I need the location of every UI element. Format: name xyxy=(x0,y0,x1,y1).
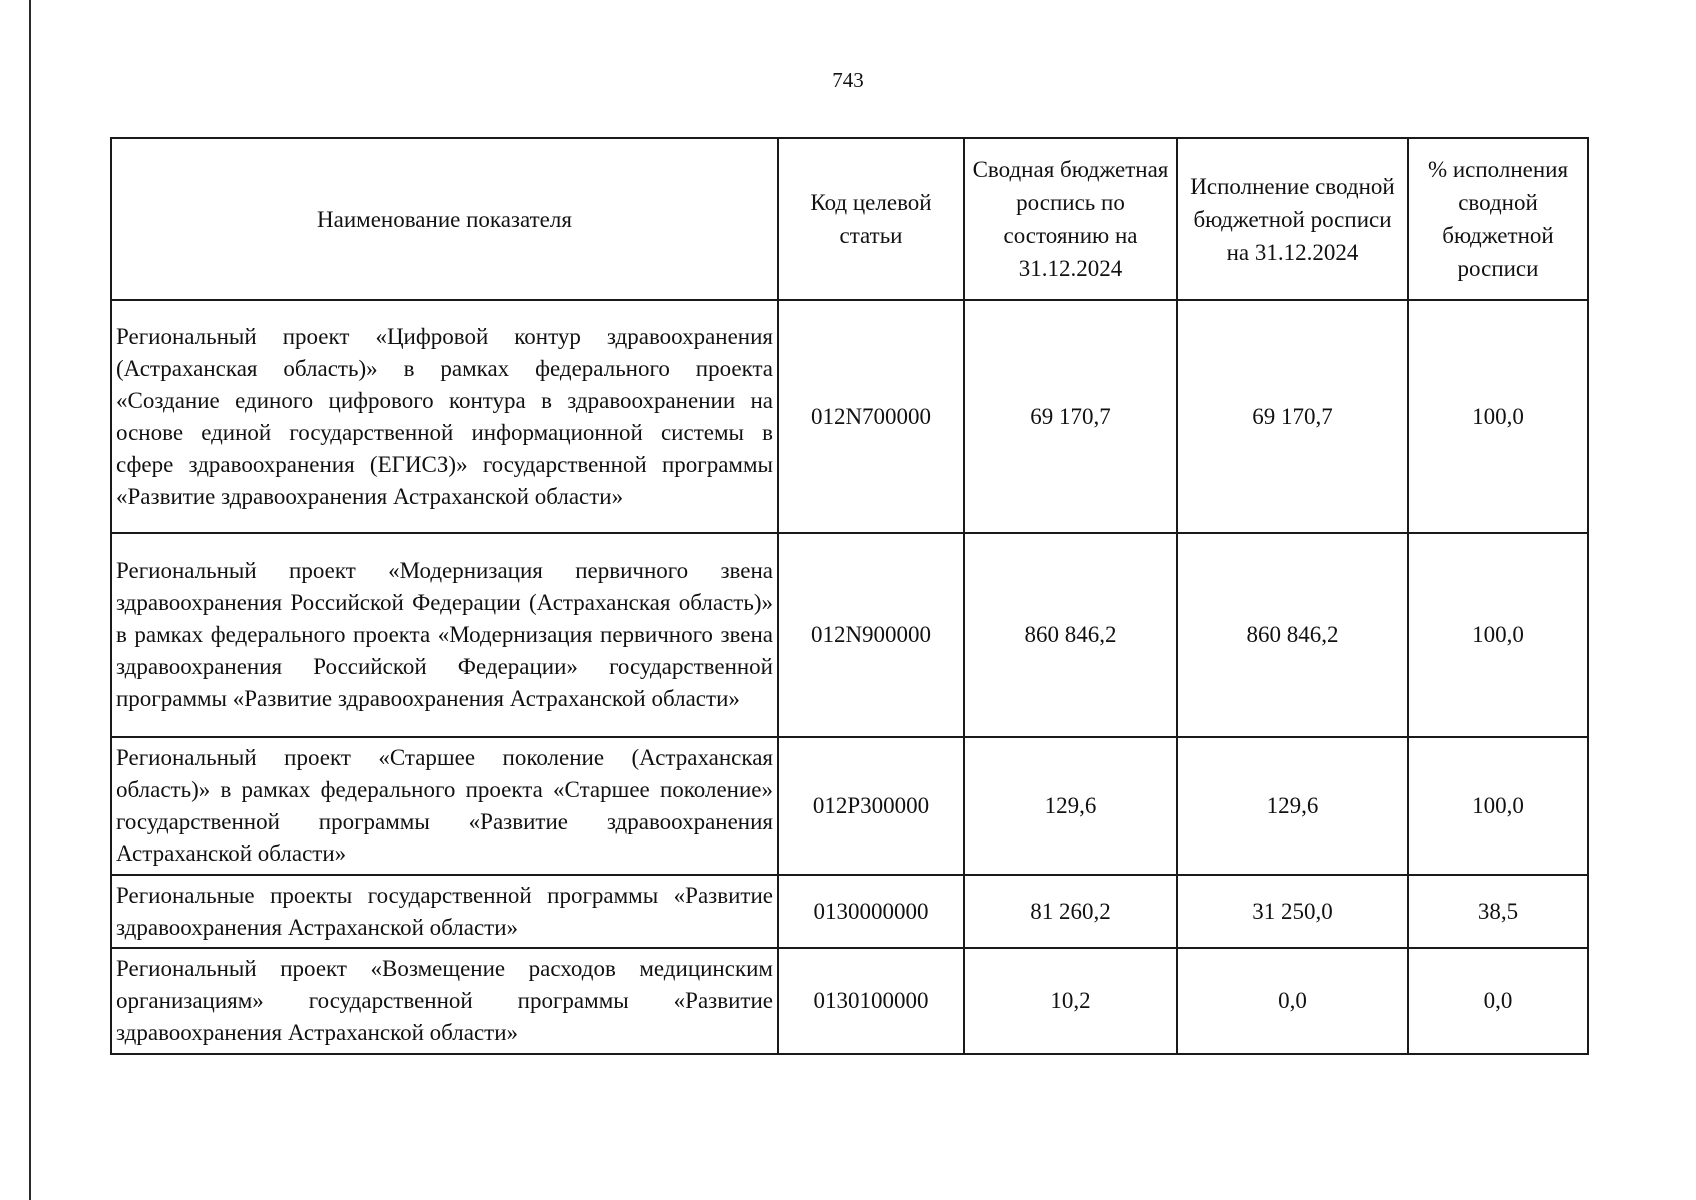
table-row xyxy=(111,875,1588,948)
row-name: Региональный проект «Модернизация первичного звена здравоохранения Российской Федерации (Астраханская область)» в рамках федерального проекта «Модернизация первичного звена здравоохранения Российской Федерации» государственной программы «Развитие здравоохранения Астраханской области» xyxy=(111,533,778,737)
row-code: 0130000000 xyxy=(778,875,964,948)
header-code: Код целевой статьи xyxy=(778,138,964,300)
row-percent: 0,0 xyxy=(1408,948,1588,1054)
row-executed: 860 846,2 xyxy=(1177,533,1408,737)
table-row xyxy=(111,300,1588,533)
header-percent: % исполнения сводной бюджетной росписи xyxy=(1408,138,1588,300)
row-code: 012P300000 xyxy=(778,737,964,875)
row-planned: 10,2 xyxy=(964,948,1177,1054)
binding-edge-line xyxy=(29,0,31,1200)
row-executed: 129,6 xyxy=(1177,737,1408,875)
table-row xyxy=(111,533,1588,737)
row-executed: 69 170,7 xyxy=(1177,300,1408,533)
row-planned: 69 170,7 xyxy=(964,300,1177,533)
row-name: Региональный проект «Цифровой контур здравоохранения (Астраханская область)» в рамках федерального проекта «Создание единого цифрового контура в здравоохранении на основе единой государственной информационной системы в сфере здравоохранения (ЕГИСЗ)» государственной программы «Развитие здравоохранения Астраханской области» xyxy=(111,300,778,533)
row-name: Региональный проект «Старшее поколение (Астраханская область)» в рамках федерального проекта «Старшее поколение» государственной программы «Развитие здравоохранения Астраханской области» xyxy=(111,737,778,875)
header-name: Наименование показателя xyxy=(111,138,778,300)
row-percent: 100,0 xyxy=(1408,300,1588,533)
row-planned: 129,6 xyxy=(964,737,1177,875)
table-row xyxy=(111,737,1588,875)
row-code: 0130100000 xyxy=(778,948,964,1054)
table-row xyxy=(111,948,1588,1054)
row-percent: 38,5 xyxy=(1408,875,1588,948)
header-executed: Исполнение сводной бюджетной росписи на 31.12.2024 xyxy=(1177,138,1408,300)
page-number: 743 xyxy=(832,68,864,92)
budget-execution-table xyxy=(110,137,1589,1055)
table-header-row xyxy=(111,138,1588,300)
row-code: 012N700000 xyxy=(778,300,964,533)
row-executed: 0,0 xyxy=(1177,948,1408,1054)
row-name: Региональные проекты государственной программы «Развитие здравоохранения Астраханской области» xyxy=(111,875,778,948)
row-executed: 31 250,0 xyxy=(1177,875,1408,948)
row-code: 012N900000 xyxy=(778,533,964,737)
row-name: Региональный проект «Возмещение расходов медицинским организациям» государственной программы «Развитие здравоохранения Астраханской области» xyxy=(111,948,778,1054)
row-percent: 100,0 xyxy=(1408,533,1588,737)
row-planned: 860 846,2 xyxy=(964,533,1177,737)
row-planned: 81 260,2 xyxy=(964,875,1177,948)
row-percent: 100,0 xyxy=(1408,737,1588,875)
header-planned: Сводная бюджетная роспись по состоянию на 31.12.2024 xyxy=(964,138,1177,300)
